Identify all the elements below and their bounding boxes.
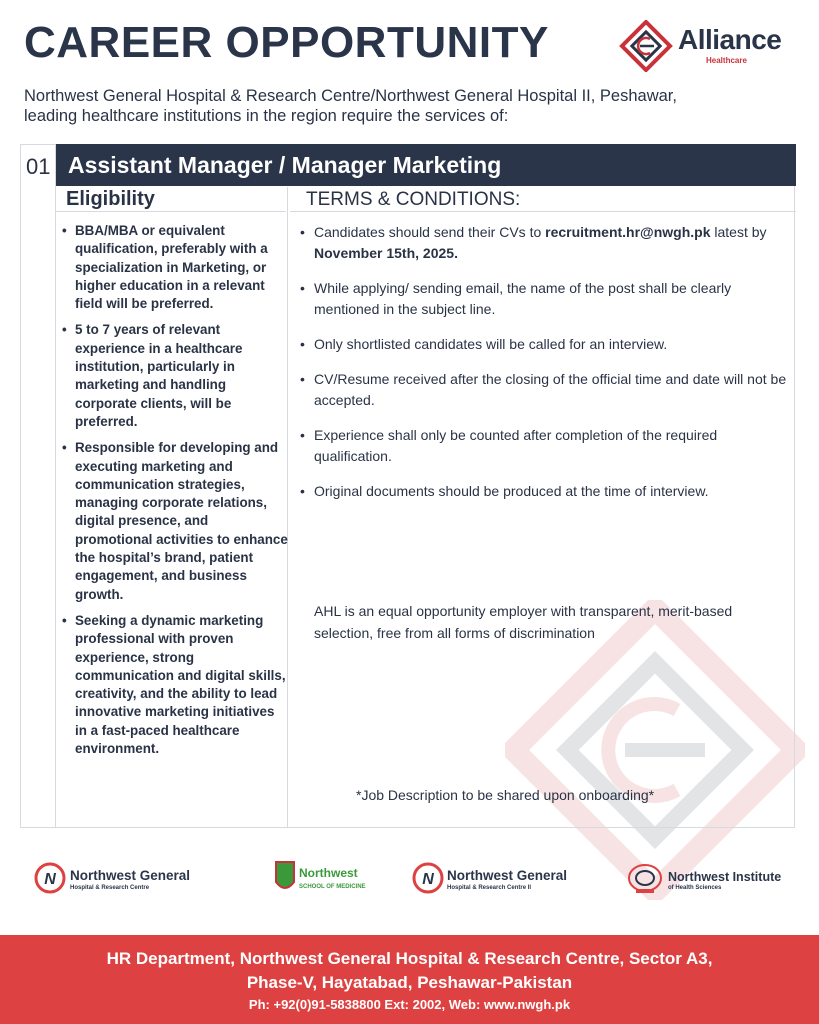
job-description-note: *Job Description to be shared upon onboarding* — [356, 787, 655, 803]
job-title: Assistant Manager / Manager Marketing — [56, 144, 796, 186]
footer — [0, 935, 819, 1024]
intro-line-2: leading healthcare institutions in the region require the services of: — [24, 107, 509, 125]
list-item: • CV/Resume received after the closing of the official time and date will not be accepted. — [300, 369, 792, 411]
partner-name: Northwest General — [447, 868, 568, 883]
terms-list — [300, 222, 792, 516]
eligibility-list — [62, 222, 288, 766]
list-item: • Only shortlisted candidates will be called for an interview. — [300, 334, 792, 355]
logo-subtitle: Healthcare — [706, 56, 747, 65]
list-item: • Original documents should be produced at the time of interview. — [300, 481, 792, 502]
list-item: • While applying/ sending email, the name of the post shall be clearly mentioned in the subject line. — [300, 278, 792, 320]
partner-subtitle: Hospital & Research Centre — [70, 885, 150, 891]
footer-address-line-2: Phase-V, Hayatabad, Peshawar-Pakistan — [246, 973, 573, 992]
partner-subtitle: SCHOOL OF MEDICINE — [299, 884, 366, 890]
partner-subtitle: Hospital & Research Centre II — [447, 885, 532, 891]
list-item — [300, 222, 792, 264]
terms-heading: TERMS & CONDITIONS: — [290, 187, 796, 212]
svg-text:N: N — [422, 871, 434, 888]
logo-name: Alliance — [678, 24, 782, 55]
recruitment-email-link[interactable]: recruitment.hr@nwgh.pk — [545, 224, 711, 240]
nwgh-logo-icon — [34, 862, 66, 894]
list-item: • Seeking a dynamic marketing professional with proven experience, strong communication and digital skills, creativity, and the ability to lead innovative marketing initiatives in a fast-paced healthcare environment. — [62, 612, 288, 758]
term-text: latest by — [710, 224, 767, 240]
deadline-date: November 15th, 2025. — [314, 245, 458, 261]
partner-name: Northwest Institute — [668, 870, 782, 884]
divider — [55, 144, 56, 828]
list-item: • 5 to 7 years of relevant experience in a healthcare institution, particularly in marketing and handling corporate clients, will be preferred. — [62, 321, 288, 431]
partner-subtitle: of Health Sciences — [668, 885, 722, 891]
equal-opportunity-statement: AHL is an equal opportunity employer with transparent, merit-based selection, free from all forms of discrimination — [314, 603, 733, 641]
intro-text — [24, 86, 804, 126]
svg-text:N: N — [44, 871, 56, 888]
shield-logo-icon — [274, 860, 296, 896]
list-item: • Experience shall only be counted after completion of the required qualification. — [300, 425, 792, 467]
eligibility-heading: Eligibility — [56, 187, 286, 212]
job-number: 01 — [26, 154, 51, 179]
nwgh-ii-logo-icon — [412, 862, 444, 894]
partner-name: Northwest — [299, 866, 358, 880]
list-item: • Responsible for developing and executing marketing and communication strategies, managing corporate relations, digital presence, and promotional activities to enhance the hospital’s brand, patient engagement, and business growth. — [62, 439, 288, 604]
footer-contact: Ph: +92(0)91-5838800 Ext: 2002, Web: www.nwgh.pk — [248, 997, 571, 1012]
intro-line-1: Northwest General Hospital & Research Centre/Northwest General Hospital II, Peshawar, — [24, 87, 677, 105]
footer-address-line-1: HR Department, Northwest General Hospital & Research Centre, Sector A3, — [106, 949, 713, 968]
page-title: CAREER OPPORTUNITY — [24, 18, 549, 67]
list-item: • BBA/MBA or equivalent qualification, preferably with a specialization in Marketing, or higher education in a relevant field will be preferred. — [62, 222, 288, 313]
institute-logo-icon — [626, 862, 664, 894]
partner-name: Northwest General — [70, 868, 191, 883]
term-text: Candidates should send their CVs to — [314, 224, 546, 240]
